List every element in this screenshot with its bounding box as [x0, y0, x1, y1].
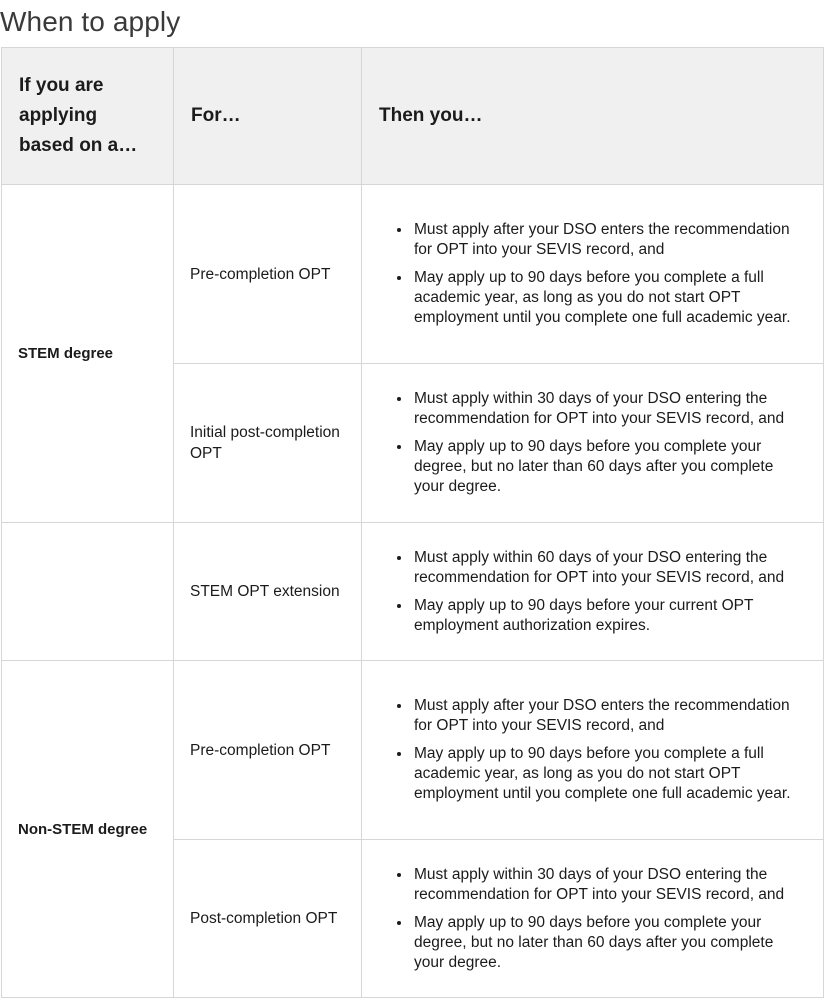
requirements-list	[378, 865, 807, 973]
requirements-list	[378, 548, 807, 636]
basis-cell-non-stem: Non-STEM degree	[2, 661, 174, 998]
then-cell	[362, 661, 824, 840]
list-item: • Must apply after your DSO enters the recommendation for OPT into your SEVIS record, and	[412, 220, 807, 260]
requirements-list	[378, 696, 807, 804]
when-to-apply-table	[1, 47, 824, 998]
list-item: • Must apply within 30 days of your DSO entering the recommendation for OPT into your SEVIS record, and	[412, 865, 807, 905]
list-item: • May apply up to 90 days before you complete a full academic year, as long as you do not start OPT employment until you complete one full academic year.	[412, 268, 807, 328]
for-cell: Pre-completion OPT	[174, 661, 362, 840]
list-item: • Must apply within 30 days of your DSO entering the recommendation for OPT into your SEVIS record, and	[412, 389, 807, 429]
for-cell: Initial post-completion OPT	[174, 364, 362, 523]
page-title: When to apply	[0, 6, 181, 37]
list-item: • May apply up to 90 days before you complete your degree, but no later than 60 days after you complete your degree.	[412, 437, 807, 497]
for-cell: Pre-completion OPT	[174, 185, 362, 364]
for-cell: Post-completion OPT	[174, 840, 362, 998]
then-cell	[362, 364, 824, 523]
basis-cell-empty	[2, 523, 174, 661]
table-header-row	[2, 48, 824, 185]
table-row	[2, 185, 824, 364]
requirements-list	[378, 220, 807, 328]
list-item: • Must apply after your DSO enters the recommendation for OPT into your SEVIS record, and	[412, 696, 807, 736]
basis-cell-stem: STEM degree	[2, 185, 174, 523]
table-row	[2, 523, 824, 661]
list-item: • May apply up to 90 days before you complete your degree, but no later than 60 days after you complete your degree.	[412, 913, 807, 973]
then-cell	[362, 840, 824, 998]
header-basis: If you are applying based on a…	[2, 48, 174, 185]
table-row	[2, 661, 824, 840]
list-item: • May apply up to 90 days before you complete a full academic year, as long as you do not start OPT employment until you complete one full academic year.	[412, 744, 807, 804]
header-for: For…	[174, 48, 362, 185]
list-item: • May apply up to 90 days before your current OPT employment authorization expires.	[412, 596, 807, 636]
then-cell	[362, 523, 824, 661]
header-then: Then you…	[362, 48, 824, 185]
then-cell	[362, 185, 824, 364]
for-cell: STEM OPT extension	[174, 523, 362, 661]
list-item: • Must apply within 60 days of your DSO entering the recommendation for OPT into your SEVIS record, and	[412, 548, 807, 588]
requirements-list	[378, 389, 807, 497]
